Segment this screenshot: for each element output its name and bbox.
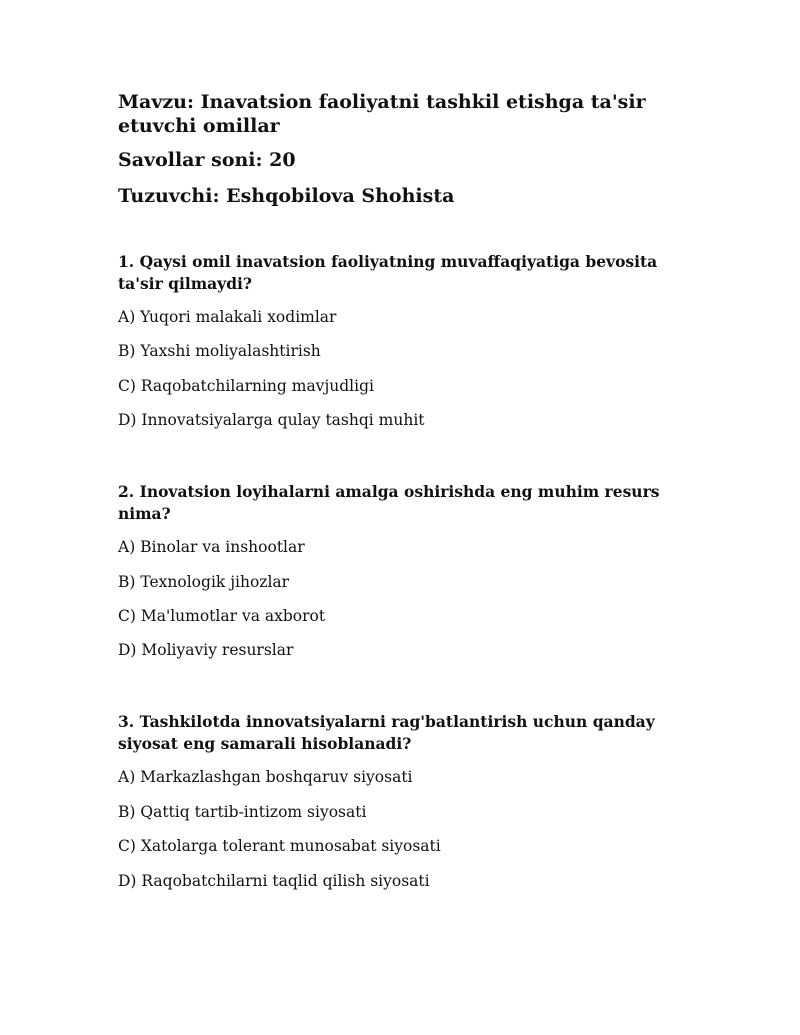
option-b: B) Yaxshi moliyalashtirish bbox=[118, 342, 321, 361]
question-3 bbox=[118, 711, 678, 891]
question-text: 3. Tashkilotda innovatsiyalarni rag'batlantirish uchun qanday siyosat eng samarali hisoblanadi? bbox=[118, 712, 655, 754]
option-d: D) Raqobatchilarni taqlid qilish siyosati bbox=[118, 871, 430, 890]
option-b: B) Texnologik jihozlar bbox=[118, 572, 290, 591]
question-1 bbox=[118, 251, 678, 431]
option-a: A) Yuqori malakali xodimlar bbox=[118, 308, 337, 326]
question-2 bbox=[118, 481, 678, 661]
option-b: B) Qattiq tartib-intizom siyosati bbox=[118, 802, 367, 821]
question-count: Savollar soni: 20 bbox=[118, 149, 296, 171]
question-text: 2. Inovatsion loyihalarni amalga oshirishda eng muhim resurs nima? bbox=[118, 482, 660, 524]
option-c: C) Xatolarga tolerant munosabat siyosati bbox=[118, 837, 441, 856]
topic-heading: Mavzu: Inavatsion faoliyatni tashkil etishga ta'sir etuvchi omillar bbox=[118, 91, 646, 137]
option-d: D) Moliyaviy resurslar bbox=[118, 641, 294, 660]
author-line: Tuzuvchi: Eshqobilova Shohista bbox=[118, 185, 455, 207]
question-text: 1. Qaysi omil inavatsion faoliyatning muvaffaqiyatiga bevosita ta'sir qilmaydi? bbox=[118, 252, 658, 293]
option-c: C) Ma'lumotlar va axborot bbox=[118, 606, 326, 625]
option-d: D) Innovatsiyalarga qulay tashqi muhit bbox=[118, 411, 425, 430]
document-page bbox=[118, 90, 678, 904]
option-c: C) Raqobatchilarning mavjudligi bbox=[118, 376, 374, 395]
option-a: A) Binolar va inshootlar bbox=[118, 538, 305, 557]
option-a: A) Markazlashgan boshqaruv siyosati bbox=[118, 768, 413, 787]
